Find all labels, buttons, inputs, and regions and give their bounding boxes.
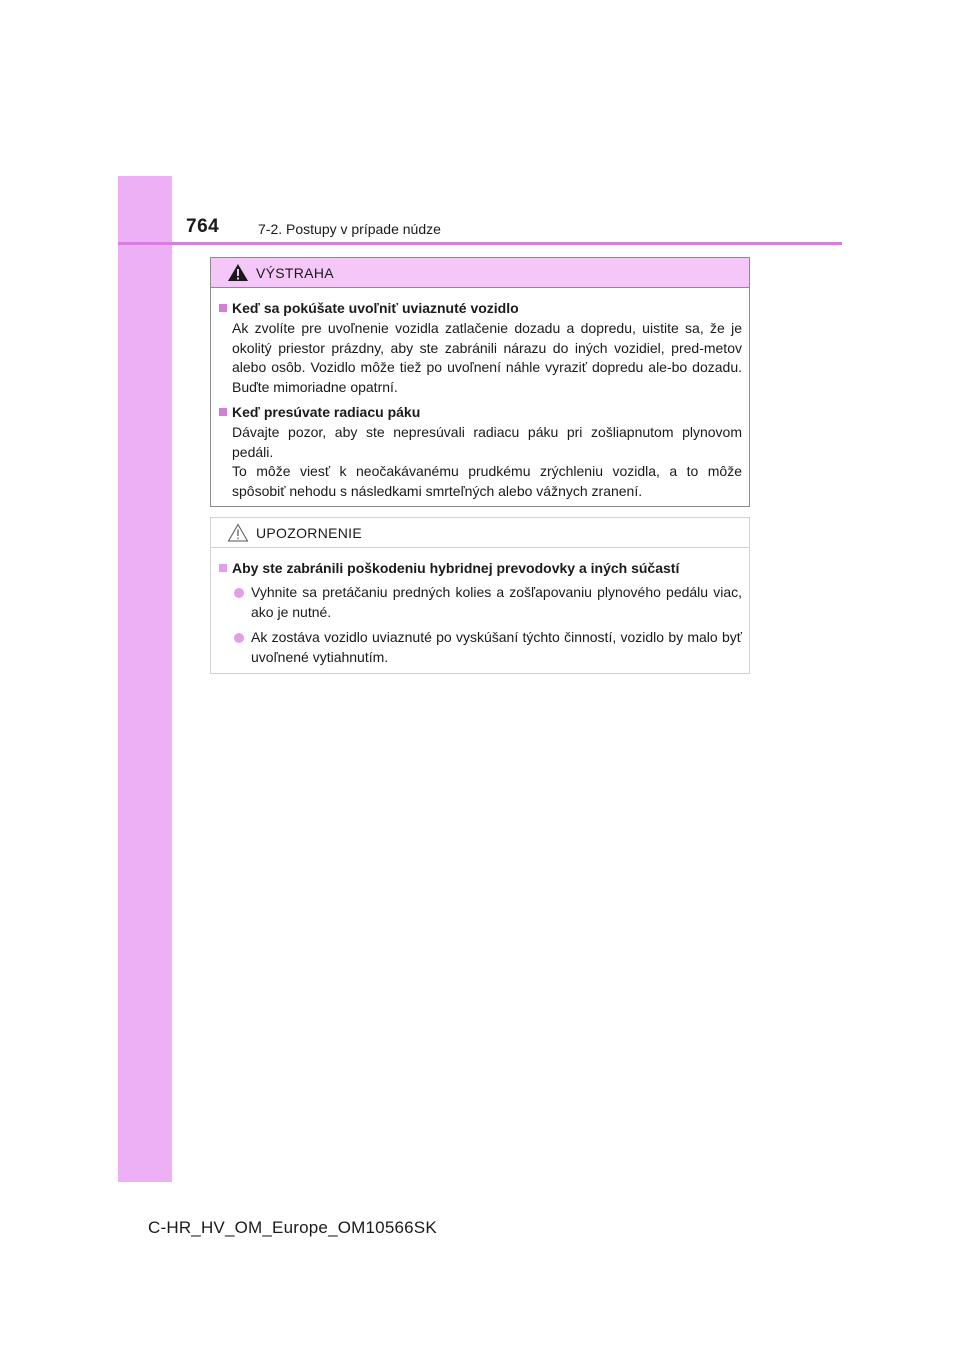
section-title: 7-2. Postupy v prípade núdze [258,221,441,237]
header-rule [118,242,842,245]
caution-box [210,517,750,674]
caution-label: UPOZORNENIE [256,525,362,541]
warning-body [211,288,749,501]
caution-bullet: Ak zostáva vozidlo uviaznuté po vyskúšaní týchto činností, vozidlo by malo byť uvoľnené vytiahnutím. [219,628,742,667]
side-color-band [118,176,172,1182]
caution-bullet: Vyhnite sa pretáčaniu predných kolies a zošľapovaniu plynového pedálu viac, ako je nutné. [219,583,742,622]
page-number: 764 [186,216,220,237]
warning-triangle-filled-icon [227,263,249,282]
warning-item-text: To môže viesť k neočakávanému prudkému zrýchleniu vozidla, a to môže spôsobiť nehodu s následkami smrteľných alebo vážnych zranení. [232,463,742,499]
warning-triangle-outline-icon [227,523,249,542]
warning-box [210,257,750,507]
caution-header [211,518,749,548]
square-bullet-icon [219,304,227,312]
circle-bullet-icon [234,633,244,643]
warning-item-heading: Keď presúvate radiacu páku [219,403,742,422]
circle-bullet-icon [234,588,244,598]
caution-body [211,548,749,667]
warning-item-text: Dávajte pozor, aby ste nepresúvali radiacu páku pri zošliapnutom plynovom pedáli. [232,424,742,460]
warning-item-text: Ak zvolíte pre uvoľnenie vozidla zatlačenie dozadu a dopredu, uistite sa, že je okolitý priestor prázdny, aby ste zabránili nárazu do iných vozidiel, pred-metov alebo osôb. Vozidlo môže tiež po uvoľnení náhle vyraziť dopredu ale-bo dozadu. Buďte mimoriadne opatrní. [232,320,742,395]
warning-label: VÝSTRAHA [256,265,334,281]
footer-document-code: C-HR_HV_OM_Europe_OM10566SK [148,1218,437,1237]
warning-item-heading: Keď sa pokúšate uvoľniť uviaznuté vozidlo [219,299,742,318]
warning-header [211,258,749,288]
square-bullet-icon [219,408,227,416]
square-bullet-icon [219,564,227,572]
caution-heading: Aby ste zabránili poškodeniu hybridnej prevodovky a iných súčastí [219,559,742,578]
